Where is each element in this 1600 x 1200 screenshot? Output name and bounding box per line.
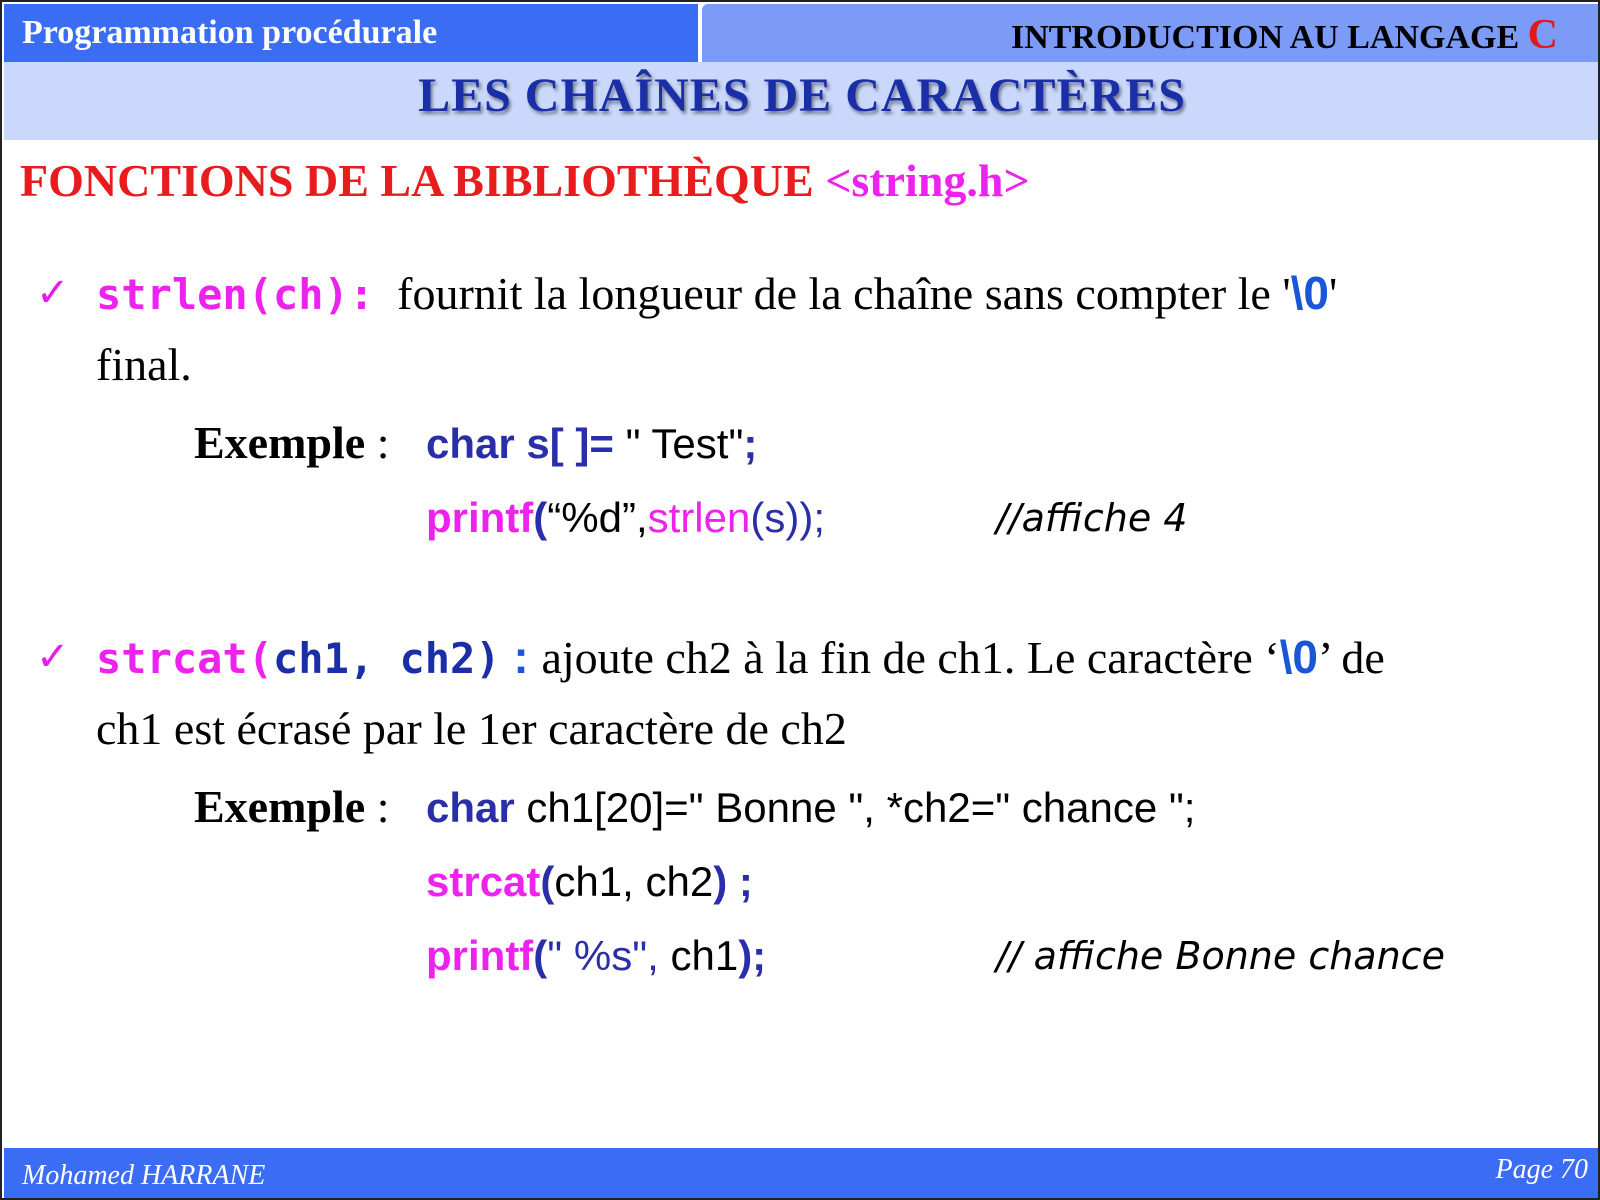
strcat-definition: strcat(ch1, ch2) : ajoute ch2 à la fin de ch1. Le caractère ‘\0’ de [96,631,1385,683]
strlen-description: fournit la longueur de la chaîne sans compter le ' [397,268,1291,319]
slide-banner [4,62,1600,140]
strcat-code-line2: strcat(ch1, ch2) ; [426,858,753,905]
section-title-text: FONCTIONS DE LA BIBLIOTHÈQUE [20,155,814,206]
strcat-definition-line2 [96,702,847,755]
checkmark-icon: ✓ [36,634,70,680]
strcat-escape: \0 [1279,631,1318,683]
strlen-code-line2: printf(“%d”,strlen(s)); [426,494,825,541]
chapter-title [702,4,1598,62]
checkmark-icon: ✓ [36,270,70,316]
example-label: Exemple : [194,781,390,832]
chapter-title-accent: C [1527,12,1558,58]
slide-title: LES CHAÎNES DE CARACTÈRES [418,69,1186,122]
course-title-text: Programmation procédurale [22,14,438,51]
strlen-signature: strlen(ch): [96,270,375,319]
course-title [4,4,698,62]
example-label: Exemple : [194,417,390,468]
strlen-definition-line2 [96,338,192,391]
strcat-comment: // affiche Bonne chance [996,934,1445,978]
strlen-description-end: ' [1329,268,1338,319]
section-library: <string.h> [825,155,1030,206]
strcat-code-line3: printf(" %s", ch1); [426,932,767,979]
strcat-signature: strcat(ch1, ch2) [96,634,501,683]
strcat-description-line2: ch1 est écrasé par le 1er caractère de ch2 [96,703,847,754]
strcat-code-line1: char ch1[20]=" Bonne ", *ch2=" chance "; [426,784,1196,831]
strlen-escape: \0 [1290,267,1330,319]
strlen-comment: //affiche 4 [996,496,1188,540]
strlen-code-line1: char s[ ]= " Test"; [426,420,758,467]
example-label-text: Exemple [194,781,366,832]
strlen-description-line2: final. [96,339,192,390]
section-title [20,154,1030,207]
example-label-text: Exemple [194,417,366,468]
footer [4,1148,1600,1200]
strcat-description: ajoute ch2 à la fin de ch1. Le caractère ‘ [541,632,1280,683]
page-number: Page 70 [1495,1154,1588,1185]
chapter-title-text: INTRODUCTION AU LANGAGE [1010,19,1520,56]
footer-author: Mohamed HARRANE [22,1160,266,1191]
strlen-definition [96,266,1337,320]
